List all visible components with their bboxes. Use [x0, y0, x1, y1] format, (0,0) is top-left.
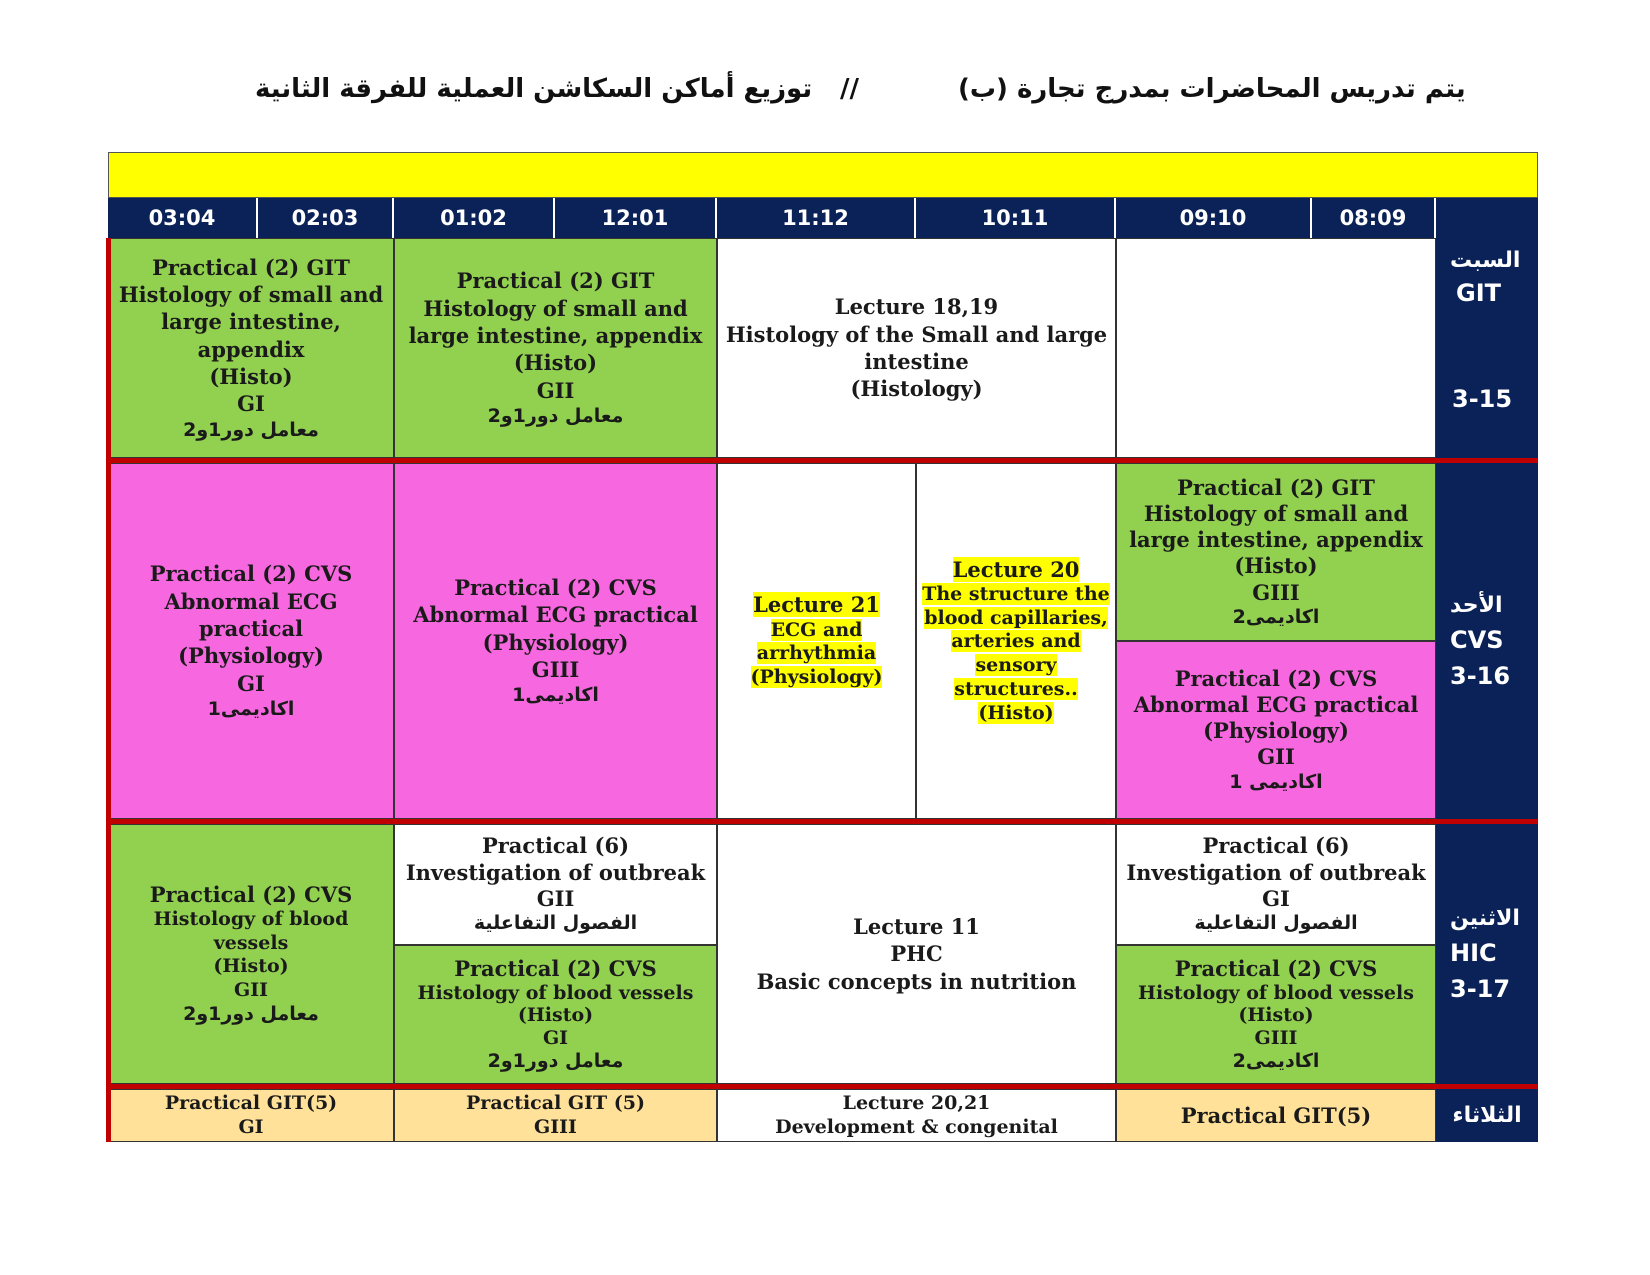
cell-line: Practical (2) GIT — [456, 268, 655, 294]
cell-line: (Histo) — [1234, 553, 1318, 579]
cell-line: intestine — [864, 349, 969, 374]
cell-line: (Physiology) — [482, 629, 629, 655]
cell-line: Practical GIT(5) — [164, 1091, 338, 1114]
tue-slot-1202-git-giii — [394, 1089, 717, 1142]
time-header-0809: 08:09 — [1312, 198, 1436, 238]
cell-line: sensory — [975, 654, 1057, 677]
cell-line: Practical (2) CVS — [454, 575, 657, 601]
day-label-saturday — [1436, 238, 1538, 458]
cell-line: PHC — [890, 941, 943, 967]
sat-slot-1202-git-gii — [394, 238, 717, 458]
cell-location: معامل دور1و2 — [183, 1002, 319, 1025]
mon-slot-1202-outbreak-gii — [394, 824, 717, 945]
tue-lecture-20-21 — [717, 1089, 1116, 1142]
cell-line: (Histo) — [209, 363, 293, 389]
mon-lecture-11-phc — [717, 824, 1116, 1084]
cell-location: الفصول التفاعلية — [473, 912, 638, 934]
cell-line: GI — [1262, 885, 1290, 911]
cell-line: Basic concepts in nutrition — [756, 968, 1077, 994]
cell-line: (Histo) — [213, 955, 289, 978]
cell-line: practical — [198, 616, 304, 641]
title-separator: // — [840, 74, 859, 104]
sun-slot-0810-cvs-gii — [1116, 641, 1436, 819]
sat-slot-0204-git-gi — [108, 238, 394, 458]
cell-line: GII — [536, 885, 575, 911]
mon-slot-0810-cvs-giii — [1116, 945, 1436, 1084]
cell-line: Practical (6) — [481, 833, 630, 859]
cell-line: Practical (2) CVS — [149, 881, 353, 907]
cell-line: GIII — [531, 656, 580, 682]
cell-line: Histology of blood vessels — [417, 981, 694, 1004]
cell-line: (Physiology) — [750, 666, 883, 688]
cell-line: Practical (2) CVS — [1174, 665, 1378, 691]
cell-line: Practical GIT(5) — [1180, 1102, 1372, 1128]
time-header-corner — [1436, 198, 1538, 238]
cell-line: Practical (6) — [1202, 833, 1350, 859]
cell-line: Practical (2) CVS — [149, 561, 353, 587]
cell-line: Practical (2) GIT — [152, 254, 350, 280]
cell-line: (Histo) — [1238, 1004, 1314, 1027]
cell-line: Lecture 11 — [853, 914, 980, 940]
cell-line: Development & congenital — [775, 1115, 1058, 1138]
day-date: 3-17 — [1450, 974, 1511, 1003]
time-header-0102: 01:02 — [394, 198, 555, 238]
cell-line: arteries and — [951, 630, 1081, 653]
day-date: 3-15 — [1452, 385, 1513, 413]
cell-location: اكاديمى2 — [1232, 605, 1320, 628]
cell-line: blood capillaries, — [924, 606, 1108, 629]
cell-line: Investigation of outbreak — [1126, 859, 1426, 885]
cell-line: arrhythmia — [756, 642, 877, 665]
day-name: الأحد — [1450, 592, 1503, 618]
cell-line: GII — [233, 979, 268, 1001]
cell-line: GIII — [1254, 1027, 1298, 1050]
cell-line: appendix — [197, 336, 305, 362]
mon-slot-0204-cvs-gii — [108, 824, 394, 1084]
cell-line: (Histo) — [517, 1004, 594, 1027]
sun-slot-1202-cvs-giii — [394, 463, 717, 819]
day-label-monday — [1436, 824, 1538, 1084]
cell-line: GI — [237, 391, 265, 417]
cell-line: large intestine, — [161, 309, 341, 335]
cell-location: معامل دور1و2 — [183, 418, 319, 441]
cell-line: GI — [542, 1027, 569, 1050]
sun-lecture-21 — [717, 463, 916, 819]
table-left-rule — [106, 238, 111, 1142]
tue-slot-0204-git-gi — [108, 1089, 394, 1142]
cell-line: Lecture 21 — [753, 592, 880, 618]
cell-line: large intestine, appendix — [408, 323, 703, 348]
cell-line: GIII — [534, 1115, 577, 1138]
cell-line: Histology of small and — [118, 282, 384, 308]
cell-line: Lecture 20,21 — [842, 1091, 991, 1114]
cell-location: الفصول التفاعلية — [1194, 912, 1358, 934]
cell-line: GIII — [1252, 579, 1300, 605]
cell-line: Histology of blood vessels — [153, 907, 349, 954]
time-header-1011: 10:11 — [916, 198, 1116, 238]
time-header-0203: 02:03 — [258, 198, 394, 238]
cell-line: (Physiology) — [1203, 718, 1349, 744]
sun-slot-0204-cvs-gi — [108, 463, 394, 819]
cell-location: معامل دور1و2 — [487, 404, 624, 427]
day-name: الاثنين — [1450, 905, 1520, 931]
day-module: CVS — [1450, 625, 1504, 654]
cell-line: Investigation of outbreak — [405, 859, 706, 885]
cell-location: اكاديمى1 — [207, 697, 295, 720]
cell-line: Histology of small and — [423, 295, 688, 321]
day-name: الثلاثاء — [1452, 1103, 1522, 1128]
cell-line: Practical (2) CVS — [454, 956, 657, 982]
cell-line: The structure the — [922, 582, 1110, 605]
day-label-tuesday — [1436, 1089, 1538, 1142]
sat-empty-slot — [1116, 238, 1436, 458]
cell-line: Histology of blood vessels — [1138, 981, 1414, 1004]
day-name: السبت — [1450, 248, 1521, 273]
day-date: 3-16 — [1450, 661, 1511, 690]
cell-line: Abnormal ECG practical — [413, 602, 698, 628]
cell-line: GI — [237, 670, 265, 696]
title-practical-locations: توزيع أماكن السكاشن العملية للفرقة الثانية — [255, 74, 813, 104]
time-header-0910: 09:10 — [1116, 198, 1312, 238]
title-lectures-hall: يتم تدريس المحاضرات بمدرج تجارة (ب) — [958, 74, 1466, 104]
cell-line: GII — [1257, 744, 1295, 770]
cell-location: اكاديمى 1 — [1229, 770, 1323, 793]
cell-line: GII — [536, 377, 575, 403]
cell-line: (Histology) — [850, 376, 983, 402]
cell-line: Lecture 18,19 — [834, 294, 999, 320]
cell-location: معامل دور1و2 — [487, 1049, 624, 1072]
cell-line: Histology of the Small and large — [725, 321, 1108, 347]
cell-line: (Histo) — [978, 701, 1054, 724]
cell-line: large intestine, appendix — [1129, 527, 1423, 552]
cell-line: GI — [238, 1115, 264, 1138]
cell-line: Practical GIT (5) — [466, 1091, 645, 1114]
sat-lecture-18-19 — [717, 238, 1116, 458]
time-header-1112: 11:12 — [717, 198, 916, 238]
mon-slot-0810-outbreak-gi — [1116, 824, 1436, 945]
cell-line: (Histo) — [513, 350, 598, 376]
day-module: HIC — [1450, 938, 1497, 967]
cell-line: Abnormal ECG — [164, 588, 338, 614]
schedule-top-band — [108, 152, 1538, 198]
time-header-1201: 12:01 — [555, 198, 717, 238]
cell-line: structures.. — [954, 677, 1078, 700]
cell-line: ECG and — [770, 618, 863, 641]
sun-slot-0810-git-giii — [1116, 463, 1436, 641]
day-module: GIT — [1456, 279, 1501, 307]
cell-line: Lecture 20 — [952, 556, 1080, 582]
cell-line: Practical (2) CVS — [1174, 956, 1378, 982]
tue-slot-0810-git — [1116, 1089, 1436, 1142]
cell-location: اكاديمى2 — [1232, 1049, 1320, 1072]
cell-location: اكاديمى1 — [512, 684, 599, 707]
cell-line: Practical (2) GIT — [1177, 474, 1375, 500]
mon-slot-1202-cvs-gi — [394, 945, 717, 1084]
cell-line: (Physiology) — [178, 643, 324, 669]
cell-line: Histology of small and — [1143, 500, 1409, 526]
cell-line: Abnormal ECG practical — [1133, 691, 1419, 717]
time-header-0304: 03:04 — [108, 198, 258, 238]
sun-lecture-20 — [916, 463, 1116, 819]
day-label-sunday — [1436, 463, 1538, 819]
